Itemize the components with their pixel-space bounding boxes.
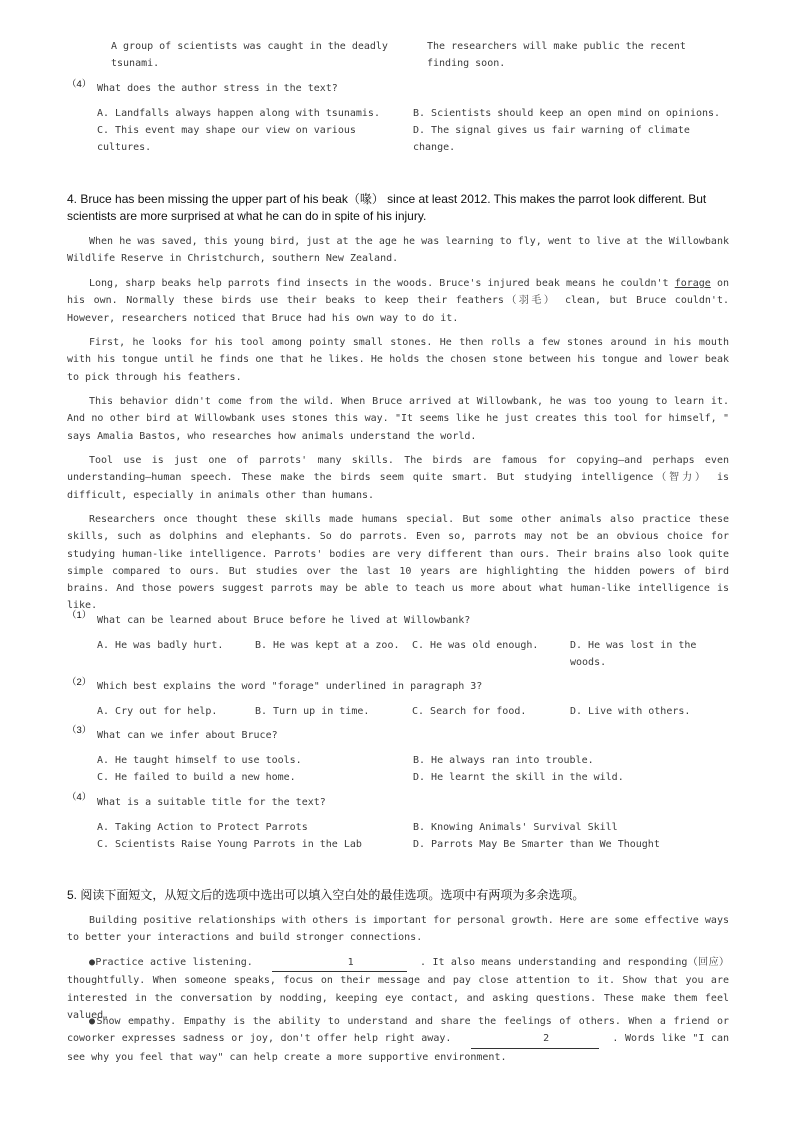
option-d: D. Live with others. xyxy=(570,706,691,717)
paragraph xyxy=(67,1013,729,1066)
option-c: C. He failed to build a new home. xyxy=(97,772,296,783)
passage-title: 5. 阅读下面短文，从短文后的选项中选出可以填入空白处的最佳选项。选项中有两项为多余选项。 xyxy=(67,888,585,902)
option-a: A. Landfalls always happen along with tsunamis. xyxy=(97,108,380,119)
option-c: A group of scientists was caught in the deadly tsunami. xyxy=(111,41,388,69)
paragraph: First, he looks for his tool among pointy small stones. He then rolls a few stones around in his mouth with his tongue until he finds one that he likes. He holds the chosen stone between his tongue and lower beak to pick through his feathers. xyxy=(67,337,729,383)
question-text: What does the author stress in the text? xyxy=(97,83,338,94)
paragraph: Researchers once thought these skills made humans special. But some other animals also practice these skills, such as dolphins and elephants. So do parrots. Even so, parrots may not be an obvious choice for studying human-like intelligence. Parrots' bodies are very different than ours. Their brains also look quite simple compared to ours. But studies over the last 10 years are highlighting the hidden powers of bird brains. And those powers suggest parrots may be able to teach us more about what human-like intelligence is like. xyxy=(67,514,729,612)
question-text: What can be learned about Bruce before he lived at Willowbank? xyxy=(97,615,471,626)
question-text: What is a suitable title for the text? xyxy=(97,797,326,808)
option-a: A. Taking Action to Protect Parrots xyxy=(97,822,308,833)
blank-2[interactable]: 2 xyxy=(471,1030,599,1048)
option-c: C. Search for food. xyxy=(412,706,527,717)
option-d: D. Parrots May Be Smarter than We Thought xyxy=(413,839,660,850)
question-number: （1） xyxy=(67,610,92,621)
paragraph: Building positive relationships with others is important for personal growth. Here are some effective ways to better your interactions and build stronger connections. xyxy=(67,915,729,944)
paragraph-text: Long, sharp beaks help parrots find insects in the woods. Bruce's injured beak means he couldn't xyxy=(89,278,675,289)
option-a: A. He was badly hurt. xyxy=(97,640,224,651)
paragraph-text: on his own. Normally these birds use their beaks to keep their feathers（羽毛） clean, but Bruce couldn't. However, researchers noticed that Bruce had his own way to do it. xyxy=(67,278,729,324)
blank-1[interactable]: 1 xyxy=(272,954,407,972)
option-d: D. He was lost in the woods. xyxy=(570,640,697,668)
option-b: B. Turn up in time. xyxy=(255,706,370,717)
option-c: C. Scientists Raise Young Parrots in the Lab xyxy=(97,839,362,850)
option-d: D. The signal gives us fair warning of climate change. xyxy=(413,125,690,153)
paragraph: Tool use is just one of parrots' many skills. The birds are famous for copying—and perhaps even understanding—human speech. These make the birds seem quite smart. But studying intelligence（智力） is difficult, especially in animals other than humans. xyxy=(67,455,729,501)
question-number: （2） xyxy=(67,677,92,688)
option-a: A. Cry out for help. xyxy=(97,706,218,717)
paragraph-text: . Words like "I can see why you feel that way" can help create a more supportive environment. xyxy=(67,1033,730,1063)
question-number: （3） xyxy=(67,725,92,736)
passage-title: 4. Bruce has been missing the upper part of his beak（喙） since at least 2012. This makes the parrot look different. But scientists are more surprised at what he can do in spite of his injury. xyxy=(67,192,707,223)
paragraph: When he was saved, this young bird, just at the age he was learning to fly, went to live at the Willowbank Wildlife Reserve in Christchurch, southern New Zealand. xyxy=(67,236,729,265)
underlined-word: forage xyxy=(674,278,711,289)
paragraph-text: . It also means understanding and responding（回应） thoughtfully. When someone speaks, focus on their message and pay close attention to it. Show that you are interested in the conversation by nodding, keeping eye contact, and asking questions. These make them feel valued. xyxy=(67,957,730,1021)
option-b: B. He always ran into trouble. xyxy=(413,755,594,766)
bullet-heading: ●Show empathy. Empathy is the ability to understand and share the feelings of others. When a friend or coworker expresses sadness or joy, don't offer help right away. xyxy=(67,1016,729,1045)
bullet-heading: ●Practice active listening. xyxy=(89,957,253,968)
option-b: B. He was kept at a zoo. xyxy=(255,640,400,651)
question-text: Which best explains the word "forage" underlined in paragraph 3? xyxy=(97,681,483,692)
paragraph: This behavior didn't come from the wild. When Bruce arrived at Willowbank, he was too young to learn it. And no other bird at Willowbank uses stones this way. "It seems like he just creates this tool for himself, " says Amalia Bastos, who researches how animals understand the world. xyxy=(67,396,729,442)
option-b: B. Knowing Animals' Survival Skill xyxy=(413,822,618,833)
option-c: C. He was old enough. xyxy=(412,640,539,651)
question-text: What can we infer about Bruce? xyxy=(97,730,278,741)
option-b: B. Scientists should keep an open mind on opinions. xyxy=(413,108,721,119)
question-number: （4） xyxy=(67,792,92,803)
option-d: The researchers will make public the recent finding soon. xyxy=(427,41,686,69)
option-c: C. This event may shape our view on various cultures. xyxy=(97,125,356,153)
option-a: A. He taught himself to use tools. xyxy=(97,755,302,766)
option-d: D. He learnt the skill in the wild. xyxy=(413,772,624,783)
paragraph xyxy=(67,275,729,327)
question-number: （4） xyxy=(67,79,92,90)
